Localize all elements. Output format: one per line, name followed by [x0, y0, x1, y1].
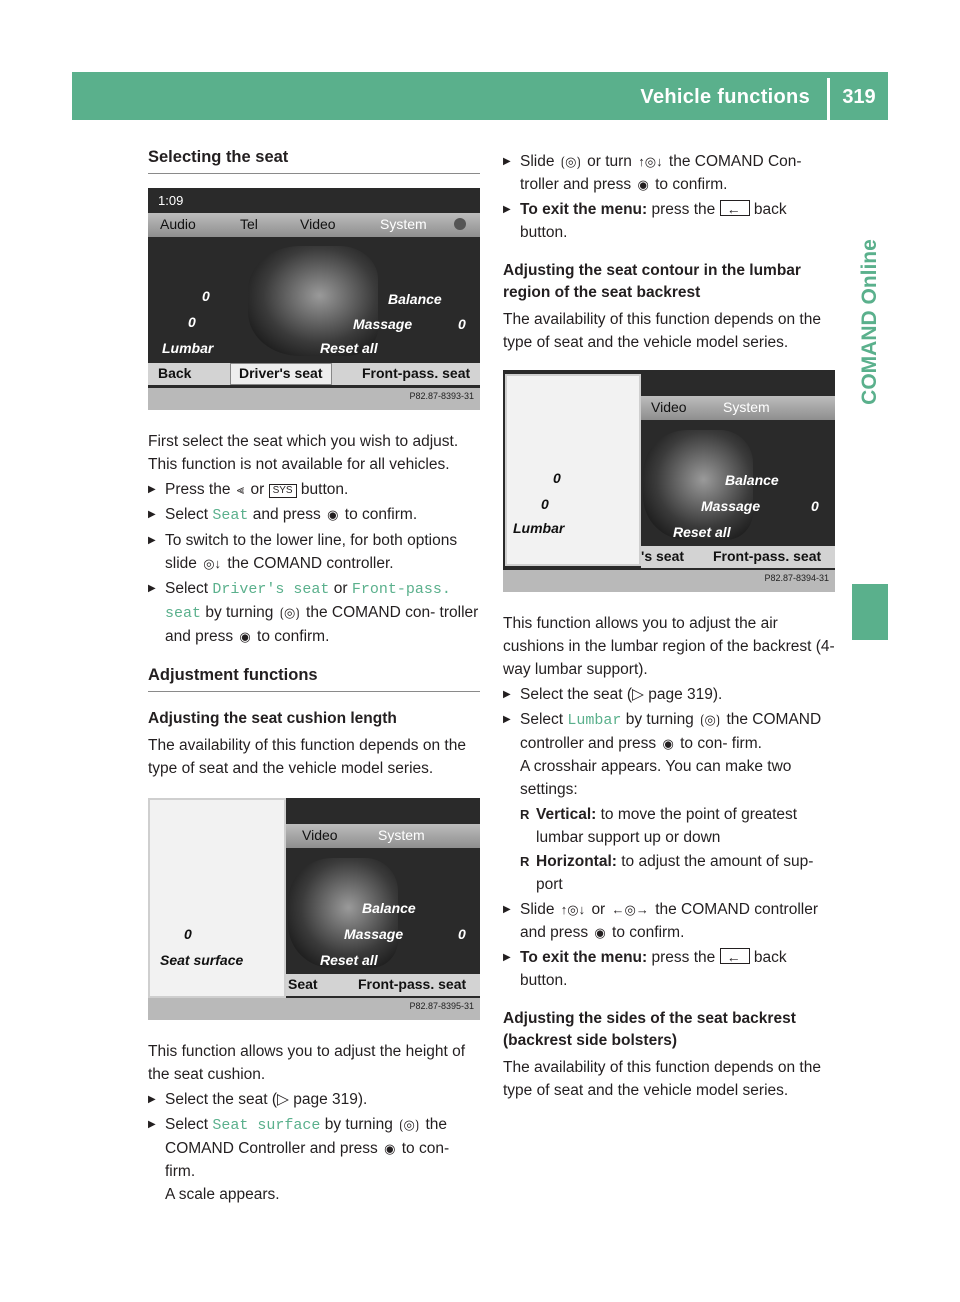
- step: ▶ Slide ⟮◎⟯ or turn ↑◎↓ the COMAND Con- troller and press ◉ to confirm.: [503, 150, 835, 196]
- header-title: Vehicle functions: [640, 86, 810, 108]
- menu-video: Video: [302, 827, 338, 843]
- menu-audio: Audio: [160, 216, 196, 232]
- soft-key-drivers-seat: 's seat: [641, 548, 685, 564]
- step: ▶ Select Driver's seat or Front-pass. seat by turning ⟮◎⟯ the COMAND con- troller and press ◉ to confirm.: [148, 577, 480, 648]
- massage-label: Massage: [344, 926, 404, 942]
- figure-ref: P82.87-8395-31: [409, 1001, 474, 1011]
- balance-label: Balance: [388, 291, 442, 307]
- balance-label: Balance: [362, 900, 416, 916]
- right-column: [503, 148, 835, 1102]
- back-key-icon: [720, 200, 750, 216]
- subsection-heading: Adjusting the seat contour in the lumbar region of the seat backrest: [503, 262, 801, 301]
- soft-key-front-pass-seat: Front-pass. seat: [713, 548, 822, 564]
- press-controller-icon: ◉: [662, 736, 674, 751]
- paragraph: This function allows you to adjust the air cushions in the lumbar region of the backrest (4-way lumbar support).: [503, 615, 835, 678]
- massage-value: 0: [458, 926, 466, 942]
- step: ▶ To exit the menu: press the ← back button.: [503, 198, 835, 244]
- figure-caption-bar: [148, 998, 480, 1020]
- page-header: [72, 72, 888, 120]
- paragraph: The availability of this function depends on the type of seat and the vehicle model series.: [148, 737, 466, 777]
- step: ▶ Select Lumbar by turning ⟮◎⟯ the COMAND controller and press ◉ to con- firm. A crosshair appears. You can make two settings:: [503, 708, 835, 801]
- turn-controller-icon: ⟮◎⟯: [399, 1117, 420, 1132]
- press-controller-icon: ◉: [637, 177, 649, 192]
- turn-controller-icon: ⟮◎⟯: [279, 605, 300, 620]
- step: ▶ Select the seat (▷ page 319).: [148, 1088, 480, 1111]
- slide-left-right-icon: ←◎→: [611, 902, 649, 917]
- figure-ref: P82.87-8394-31: [764, 573, 829, 583]
- soft-key-bar: [148, 363, 480, 385]
- soft-key-bar: [641, 546, 835, 568]
- menu-video: Video: [300, 216, 336, 232]
- reset-all-label: Reset all: [320, 952, 378, 968]
- subsection-heading: Adjusting the seat cushion length: [148, 710, 397, 727]
- lumbar-panel: [505, 374, 641, 566]
- figure-caption-bar: [503, 570, 835, 592]
- seat-value: 0: [202, 288, 210, 304]
- soft-key-front-pass-seat: Front-pass. seat: [362, 365, 471, 381]
- menu-video: Video: [651, 399, 687, 415]
- sys-key-icon: SYS: [269, 484, 297, 498]
- step: ▶ Select Seat and press ◉ to confirm.: [148, 503, 480, 527]
- slide-up-down-icon: ↑◎↓: [560, 902, 586, 917]
- menu-system: System: [378, 827, 425, 843]
- press-controller-icon: ◉: [239, 629, 251, 644]
- chapter-tab-marker: [852, 584, 888, 640]
- paragraph: This function allows you to adjust the height of the seat cushion.: [148, 1043, 466, 1083]
- menu-system: System: [723, 399, 770, 415]
- bullet: R Vertical: to move the point of greatest lumbar support up or down: [503, 803, 835, 849]
- soft-key-bar: [286, 974, 480, 996]
- slide-down-icon: ◎↓: [203, 556, 222, 571]
- paragraph: The availability of this function depends on the type of seat and the vehicle model series.: [503, 311, 821, 351]
- step: ▶ To switch to the lower line, for both options slide ◎↓ the COMAND controller.: [148, 529, 480, 575]
- chapter-tab-label: COMAND Online: [858, 239, 881, 405]
- page-number: 319: [842, 86, 876, 108]
- soft-key-seat: Seat: [288, 976, 318, 992]
- bullet: R Horizontal: to adjust the amount of sup- port: [503, 850, 835, 896]
- balance-label: Balance: [725, 472, 779, 488]
- lumbar-label: Lumbar: [513, 520, 565, 536]
- page-ref-arrow-icon: ▷: [632, 686, 644, 703]
- figure-caption-bar: [148, 388, 480, 410]
- figure-ref: P82.87-8393-31: [409, 391, 474, 401]
- soft-key-back: Back: [158, 365, 192, 381]
- paragraph: The availability of this function depends on the type of seat and the vehicle model series.: [503, 1059, 821, 1099]
- press-controller-icon: ◉: [327, 507, 339, 522]
- seat-value: 0: [541, 496, 549, 512]
- turn-controller-icon: ⟮◎⟯: [700, 712, 721, 727]
- menu-bar: [641, 396, 835, 420]
- step: ▶ Press the ⫷ or SYS button.: [148, 478, 480, 501]
- globe-icon: [454, 218, 466, 230]
- left-column: [148, 148, 480, 1208]
- menu-system: System: [380, 216, 427, 232]
- press-controller-icon: ◉: [594, 925, 606, 940]
- scale-panel: [148, 798, 286, 998]
- reset-all-label: Reset all: [673, 524, 731, 540]
- screenshot-seat-surface: [148, 798, 480, 1020]
- step: ▶ To exit the menu: press the ← back button.: [503, 946, 835, 992]
- soft-key-front-pass-seat: Front-pass. seat: [358, 976, 467, 992]
- page-ref-arrow-icon: ▷: [277, 1091, 289, 1108]
- step: ▶ Select Seat surface by turning ⟮◎⟯ the COMAND Controller and press ◉ to con- firm. A scale appears.: [148, 1113, 480, 1206]
- massage-label: Massage: [353, 316, 413, 332]
- slide-up-down-icon: ↑◎↓: [638, 154, 663, 169]
- seat-value: 0: [188, 314, 196, 330]
- menu-bar: [286, 824, 480, 848]
- turn-controller-icon: ⟮◎⟯: [560, 154, 581, 169]
- reset-all-label: Reset all: [320, 340, 378, 356]
- press-controller-icon: ◉: [384, 1141, 396, 1156]
- massage-label: Massage: [701, 498, 761, 514]
- seat-value: 0: [553, 470, 561, 486]
- screenshot-lumbar: [503, 370, 835, 592]
- screenshot-seat-select: [148, 188, 480, 410]
- paragraph: First select the seat which you wish to adjust. This function is not available for all vehicles.: [148, 433, 459, 473]
- section-heading: Selecting the seat: [148, 148, 480, 174]
- step: ▶ Select the seat (▷ page 319).: [503, 683, 835, 706]
- soft-key-drivers-seat: Driver's seat: [230, 363, 332, 385]
- lumbar-label: Lumbar: [162, 340, 214, 356]
- back-key-icon: [720, 948, 750, 964]
- menu-bar: [148, 213, 480, 237]
- seat-surface-label: Seat surface: [160, 952, 244, 968]
- massage-value: 0: [811, 498, 819, 514]
- seat-value: 0: [184, 926, 192, 942]
- chapter-tab: [852, 120, 888, 640]
- section-heading: Adjustment functions: [148, 666, 480, 692]
- massage-value: 0: [458, 316, 466, 332]
- step: ▶ Slide ↑◎↓ or ←◎→ the COMAND controller and press ◉ to confirm.: [503, 898, 835, 944]
- subsection-heading: Adjusting the sides of the seat backrest (backrest side bolsters): [503, 1010, 796, 1049]
- seat-icon: ⫷: [236, 482, 245, 497]
- menu-tel: Tel: [240, 216, 258, 232]
- clock: 1:09: [158, 193, 184, 208]
